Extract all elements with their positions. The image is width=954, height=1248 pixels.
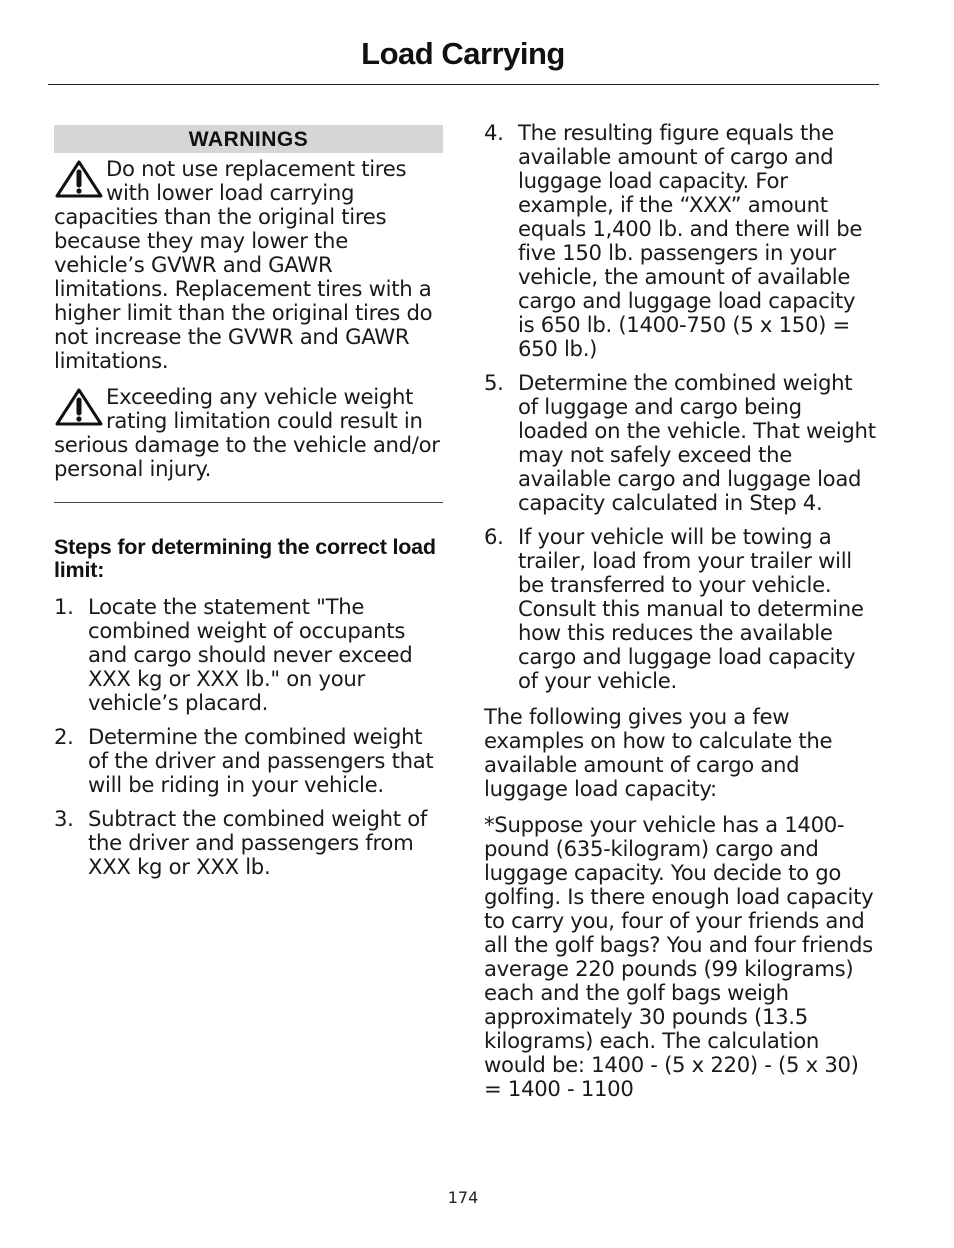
list-item-number: 6. xyxy=(484,524,504,549)
warning-triangle-icon xyxy=(54,159,104,199)
warnings-header: WARNINGS xyxy=(54,125,443,153)
list-item-text: Locate the statement "The combined weight of occupants and cargo should never exceed XXX kg or XXX lb." on your vehicle’s placard. xyxy=(88,594,413,715)
warning-item xyxy=(54,385,443,481)
left-column xyxy=(54,125,443,889)
list-item-number: 5. xyxy=(484,370,504,395)
right-column xyxy=(484,121,876,1101)
list-item xyxy=(54,725,443,797)
list-item-number: 1. xyxy=(54,594,74,619)
list-item-number: 4. xyxy=(484,120,504,145)
body-paragraph: The following gives you a few examples on how to calculate the available amount of cargo and luggage load capacity: xyxy=(484,704,833,801)
section-divider xyxy=(54,502,443,503)
list-item-number: 2. xyxy=(54,724,74,749)
steps-heading: Steps for determining the correct load limit: xyxy=(54,535,436,582)
warning-text: Do not use replacement tires with lower load carrying capacities than the original tires because they may lower the vehicle’s GVWR and GAWR limitations. Replacement tires with a higher limit than the original tires do not increase the GVWR and GAWR limitations. xyxy=(54,156,433,373)
list-item xyxy=(54,595,443,715)
page-number: 174 xyxy=(447,1188,479,1207)
list-item-text: If your vehicle will be towing a trailer, load from your trailer will be transferred to your vehicle. Consult this manual to determine how this reduces the available cargo and luggage load capacity of your vehicle. xyxy=(518,524,864,693)
warning-triangle-icon xyxy=(54,387,104,427)
list-item xyxy=(484,371,876,515)
list-item-text: Determine the combined weight of luggage and cargo being loaded on the vehicle. That weight may not safely exceed the available cargo and luggage load capacity calculated in Step 4. xyxy=(518,370,876,515)
body-paragraph: *Suppose your vehicle has a 1400-pound (635-kilogram) cargo and luggage capacity. You decide to go golfing. Is there enough load capacity to carry you, four of your friends and all the golf bags? You and four friends average 220 pounds (99 kilograms) each and the golf bags weigh approximately 30 pounds (13.5 kilograms) each. The calculation would be: 1400 - (5 x 220) - (5 x 30) = 1400 - 1100 xyxy=(484,812,874,1101)
page-title: Load Carrying xyxy=(361,36,565,71)
title-divider xyxy=(48,84,879,85)
list-item-text: Determine the combined weight of the driver and passengers that will be riding in your vehicle. xyxy=(88,724,434,797)
list-item-number: 3. xyxy=(54,806,74,831)
list-item xyxy=(484,121,876,361)
list-item-text: Subtract the combined weight of the driver and passengers from XXX kg or XXX lb. xyxy=(88,806,428,879)
warning-item xyxy=(54,157,443,373)
list-item xyxy=(54,807,443,879)
list-item xyxy=(484,525,876,693)
list-item-text: The resulting figure equals the available amount of cargo and luggage load capacity. For example, if the “XXX” amount equals 1,400 lb. and there will be five 150 lb. passengers in your vehicle, the amount of available cargo and luggage load capacity is 650 lb. (1400-750 (5 x 150) = 650 lb.) xyxy=(518,120,863,361)
warning-text: Exceeding any vehicle weight rating limitation could result in serious damage to the vehicle and/or personal injury. xyxy=(54,384,440,481)
steps-list xyxy=(54,595,443,879)
